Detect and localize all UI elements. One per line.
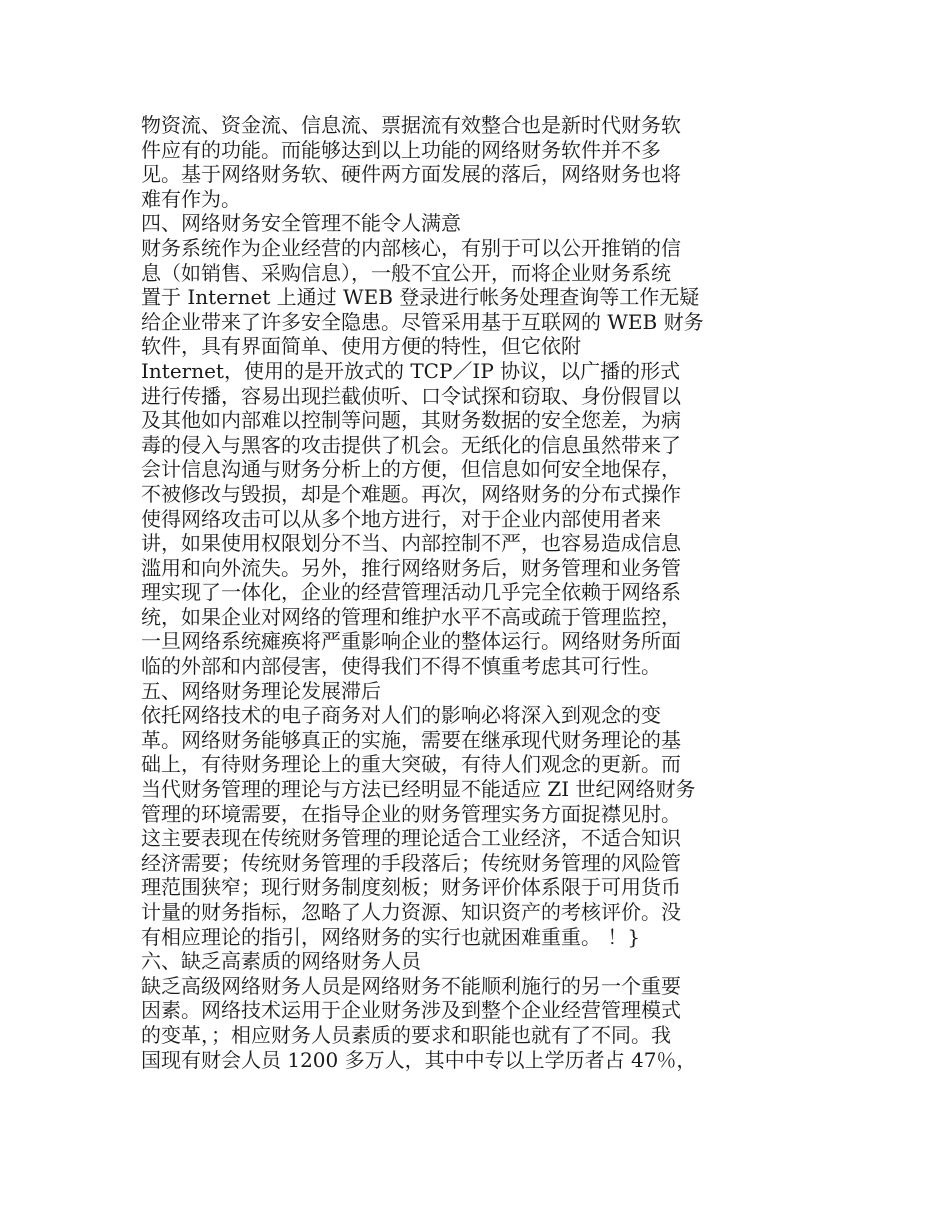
text-line: 因素。网络技术运用于企业财务涉及到整个企业经营管理模式 xyxy=(141,998,681,1023)
text-line: 软件，具有界面简单、使用方便的特性，但它依附 xyxy=(141,334,581,359)
text-line: 息（如销售、采购信息），一般不宜公开，而将企业财务系统 xyxy=(141,260,671,285)
section-heading: 六、缺乏高素质的网络财务人员 xyxy=(141,949,421,974)
text-line: 这主要表现在传统财务管理的理论适合工业经济，不适合知识 xyxy=(141,826,681,851)
section-heading: 四、网络财务安全管理不能令人满意 xyxy=(141,211,461,236)
text-line: 当代财务管理的理论与方法已经明显不能适应 ZI 世纪网络财务 xyxy=(141,777,696,802)
text-line: 讲，如果使用权限划分不当、内部控制不严，也容易造成信息 xyxy=(141,531,681,556)
text-line: 毒的侵入与黑客的攻击提供了机会。无纸化的信息虽然带来了 xyxy=(141,432,681,457)
text-line: 有相应理论的指引，网络财务的实行也就困难重重。 ！} xyxy=(141,924,641,949)
text-line: 础上，有待财务理论上的重大突破，有待人们观念的更新。而 xyxy=(141,752,681,777)
text-line: 难有作为。 xyxy=(141,186,241,211)
text-line: 经济需要；传统财务管理的手段落后；传统财务管理的风险管 xyxy=(141,850,681,875)
text-line: 缺乏高级网络财务人员是网络财务不能顺利施行的另一个重要 xyxy=(141,973,681,998)
text-line: 财务系统作为企业经营的内部核心，有别于可以公开推销的信 xyxy=(141,235,681,260)
text-line: 理实现了一体化，企业的经营管理活动几乎完全依赖于网络系 xyxy=(141,580,681,605)
text-line: 件应有的功能。而能够达到以上功能的网络财务软件并不多 xyxy=(141,137,661,162)
text-line: 会计信息沟通与财务分析上的方便，但信息如何安全地保存， xyxy=(141,457,681,482)
text-line: 置于 Internet 上通过 WEB 登录进行帐务处理查询等工作无疑 xyxy=(141,285,700,310)
text-line: 及其他如内部难以控制等问题，其财务数据的安全您差，为病 xyxy=(141,408,681,433)
text-line: 一旦网络系统瘫痪将严重影响企业的整体运行。网络财务所面 xyxy=(141,629,681,654)
text-line: 临的外部和内部侵害，使得我们不得不慎重考虑其可行性。 xyxy=(141,654,661,679)
text-line: 计量的财务指标，忽略了人力资源、知识资产的考核评价。没 xyxy=(141,900,681,924)
text-line: 物资流、资金流、信息流、票据流有效整合也是新时代财务软 xyxy=(141,113,681,137)
text-line: 见。基于网络财务软、硬件两方面发展的落后，网络财务也将 xyxy=(141,162,681,187)
text-line: 管理的环境需要，在指导企业的财务管理实务方面捉襟见肘。 xyxy=(141,801,681,826)
text-line: 统，如果企业对网络的管理和维护水平不高或疏于管理监控， xyxy=(141,604,681,629)
text-line: 不被修改与毁损，却是个难题。再次，网络财务的分布式操作 xyxy=(141,481,681,506)
text-line: 进行传播，容易出现拦截侦听、口令试探和窃取、身份假冒以 xyxy=(141,383,681,408)
text-line: 理范围狭窄；现行财务制度刻板；财务评价体系限于可用货币 xyxy=(141,875,681,900)
text-line: 的变革，；相应财务人员素质的要求和职能也就有了不同。我 xyxy=(141,1022,671,1047)
text-line: 国现有财会人员 1200 多万人，其中中专以上学历者占 47％， xyxy=(141,1047,697,1072)
text-line: 给企业带来了许多安全隐患。尽管采用基于互联网的 WEB 财务 xyxy=(141,309,704,334)
text-line: Internet，使用的是开放式的 TCP／IP 协议，以广播的形式 xyxy=(141,358,681,383)
text-line: 使得网络攻击可以从多个地方进行，对于企业内部使用者来 xyxy=(141,506,661,531)
section-heading: 五、网络财务理论发展滞后 xyxy=(141,678,381,703)
text-line: 依托网络技术的电子商务对人们的影响必将深入到观念的变 xyxy=(141,703,661,728)
text-line: 革。网络财务能够真正的实施，需要在继承现代财务理论的基 xyxy=(141,727,681,752)
text-line: 滥用和向外流失。另外，推行网络财务后，财务管理和业务管 xyxy=(141,555,681,580)
document-body xyxy=(141,113,781,1072)
